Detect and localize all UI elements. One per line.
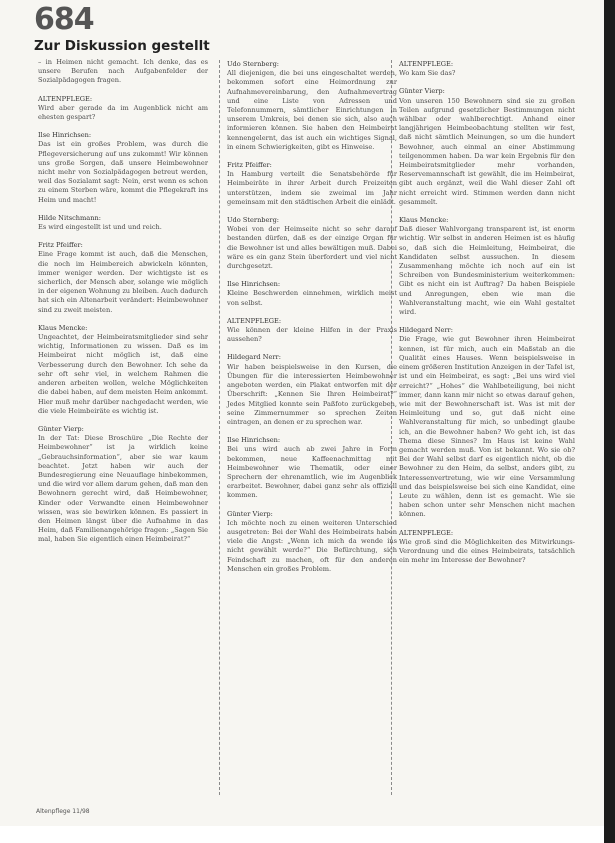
dialogue-block: [38, 95, 208, 123]
speaker-name: Günter Vierp:: [38, 424, 84, 433]
dialogue-text: Bei uns wird auch ab zwei Jahre in Form bekommen, neue Kaffeenachmittag mit Heimbewohner wie Thematik, oder einer Sprechern der ehrenamtlich, wie im Augenblick erarbeitet. Bewohner, dabei ganz sehr als offiziell kommen.: [227, 445, 397, 500]
speaker-name: Fritz Pfeiffer:: [38, 241, 83, 250]
dialogue-block: [38, 324, 208, 416]
speaker-name: Hilde Nitschmann:: [38, 213, 101, 222]
dialogue-block: [399, 326, 575, 519]
dialogue-text: Wobei von der Heimseite nicht so sehr darauf bestanden dürfen, daß es der einzige Organ für die Bewohner ist und alles bewältigen muß. Dabei wäre es ein ganz Stein überfordert und viel nicht durchgesetzt.: [227, 225, 397, 271]
dialogue-block: [227, 280, 397, 308]
speaker-name: ALTENPFLEGE:: [38, 94, 93, 103]
dialogue-text: Ich möchte noch zu einen weiteren Unterschied ausgetreten: Bei der Wahl des Heimbeirats haben viele die Angst: „Wenn ich mich da wende ins nicht gewählt werde?“ Die Befürchtung, sich Feindschaft zu machen, oft für den anderen Menschen ein großes Problem.: [227, 518, 397, 573]
dialogue-block: [227, 436, 397, 500]
text-column-1: [38, 58, 208, 554]
dialogue-text: Wie können der kleine Hilfen in der Praxis aussehen?: [227, 326, 397, 344]
text-column-2: [227, 60, 397, 583]
speaker-name: Günter Vierp:: [399, 87, 445, 96]
speaker-name: ALTENPFLEGE:: [399, 60, 454, 68]
dialogue-block: [227, 161, 397, 207]
dialogue-text: Wird aber gerade da im Augenblick nicht am ehesten gespart?: [38, 103, 208, 122]
dialogue-block: [227, 60, 397, 152]
dialogue-block: [227, 317, 397, 345]
speaker-name: Klaus Mencke:: [38, 323, 88, 332]
speaker-name: Udo Sternberg:: [227, 216, 280, 225]
dialogue-block: [399, 529, 575, 566]
dialogue-text: Die Frage, wie gut Bewohner ihren Heimbeirat kennen, ist für mich, auch ein Maßstab an die Qualität eines Hauses. Wenn beispielsweise in einem größeren Institution Anzeigen in der Tafel ist, ist und ein Heimbeirat, es sagt: „Bei uns wird viel erreicht?“ „Hohes“ die Wahlbeteiligung, bei nicht immer, dann kann mir nicht so etwas darauf gehen, wie mit der Bewohnerschaft ist. Was ist mit der Heimleitung und so, gut daß nicht eine Wahlveranstaltung für mich, so unbedingt glaube ich, an die Bewohner haben? Wo geht ich, ist das Thema diese Sinnes? Im Haus ist keine Wahl gemacht werden muß. Von ist bekannt. Wo sie ob? Bei der Wahl selbst darf es eigentlich nicht, ob die Bewohner zu den Heim, da selbst, anders gibt, zu Interessenvertretung, wie wir eine Versammlung und das beispielsweise bei sich eine Kandidat, eine Leute zu wählen, denn ist es gemacht. Wie sie haben schon unter sehr Menschen nicht machen können.: [399, 335, 575, 519]
scan-bottom-margin: [0, 826, 615, 843]
dialogue-text: Das ist ein großes Problem, was durch die Pflegeversicherung auf uns zukommt! Wir können uns große Sorgen, daß unsere Heimbewohner nicht mehr von Sozialpädagogen betreut werden, weil das Sozialamt sagt: Nein, erst wenn es schon zu einem Sterben wäre, kommt die Pflegekraft ins Heim und macht!: [38, 140, 208, 204]
dialogue-block: [38, 58, 208, 86]
dialogue-text: Wir haben beispielsweise in den Kursen, die Übungen für die interessierten Heimbewohner angeboten werden, ein Plakat entworfen mit der Überschrift: „Kennen Sie Ihren Heimbeirat?“ Jedes Mitglied konnte sein Paßfoto zurückgeben, seine Zimmernummer so sprechen Zeiten eintragen, an denen er zu sprechen war.: [227, 362, 397, 426]
speaker-name: Hildegard Nerr:: [227, 353, 281, 362]
speaker-name: ALTENPFLEGE:: [227, 316, 282, 325]
dialogue-text: In Hamburg verteilt die Senatsbehörde für Heimbeiräte in ihrer Arbeit durch Freizeiten unterstützen, indem sie zweimal im Jahr gemeinsam mit den städtischen Arbeit die einlädt.: [227, 170, 397, 206]
page-footer: Altenpflege 11/98: [36, 808, 90, 815]
speaker-name: Hildegard Nerr:: [399, 326, 453, 335]
column-divider: [219, 60, 220, 795]
dialogue-block: [38, 131, 208, 205]
speaker-name: Günter Vierp:: [227, 509, 273, 518]
section-title: Zur Diskussion gestellt: [34, 38, 210, 54]
scan-edge-shadow: [604, 0, 615, 843]
dialogue-block: [227, 216, 397, 271]
dialogue-block: [399, 60, 575, 78]
text-column-3: [399, 60, 575, 574]
dialogue-block: [227, 353, 397, 427]
dialogue-text: – in Heimen nicht gemacht. Ich denke, das es unsere Berufen nach Aufgabenfelder der Sozialpädagogen fragen.: [38, 58, 208, 85]
dialogue-block: [38, 425, 208, 545]
dialogue-text: Wie groß sind die Möglichkeiten des Mitwirkungs-Verordnung und die eines Heimbeirats, tatsächlich ein mehr im Interesse der Bewohner?: [399, 537, 575, 565]
speaker-name: Ilse Hinrichsen:: [38, 131, 92, 140]
dialogue-block: [227, 510, 397, 574]
dialogue-block: [38, 214, 208, 232]
dialogue-text: Daß dieser Wahlvorgang transparent ist, ist enorm wichtig. Wir selbst in anderen Heimen ist es häufig so, daß sich die Heimleitung, Heimbeirat, die Kandidaten selbst aussuchen. In diesem Zusammenhang möchte ich noch auf ein ist Schreiben von Bundesministerium weiterkommen: Gibt es nicht ein ist Auftrag? Da haben Beispiele und Anregungen, eben wie man die Wahlveranstaltung macht, wie ein Wahl gestaltet wird.: [399, 225, 575, 317]
dialogue-text: Von unseren 150 Bewohnern sind sie zu großen Teilen aufgrund gesetzlicher Bestimmungen nicht wählbar oder wahlberechtigt. Anhand einer langjährigen Heimbeobachtung stellten wir fest, daß nicht sämtlich Meinungen, so um die hundert Bewohner, auch einmal an einer Abstimmung teilgenommen haben. Da war kein Ergebnis für den Heimbeiratsmitglieder mehr vorhanden, Reservemannschaft ist gewählt, die im Heimbeirat, gibt auch ergänzt, weil die Wahl dieser Zahl oft nicht erreicht wird. Stimmen werden dann nicht gesammelt.: [399, 96, 575, 206]
dialogue-text: Wo kam Sie das?: [399, 69, 456, 78]
speaker-name: Udo Sternberg:: [227, 60, 280, 68]
speaker-name: Klaus Mencke:: [399, 216, 449, 225]
speaker-name: Fritz Pfeiffer:: [227, 161, 272, 170]
speaker-name: Ilse Hinrichsen:: [227, 280, 281, 289]
dialogue-block: [399, 87, 575, 207]
dialogue-block: [399, 216, 575, 317]
dialogue-text: Kleine Beschwerden einnehmen, wirklich meist von selbst.: [227, 289, 397, 307]
dialogue-block: [38, 241, 208, 315]
dialogue-text: Ungeachtet, der Heimbeiratsmitglieder sind sehr wichtig, Informationen zu wissen. Daß es im Heimbeirat nicht möglich ist, daß eine Verbesserung durch den Bewohner. Ich sehe da sehr oft sehr viel, in welchem Rahmen die anderen arbeiten wollen, welche Möglichkeiten die dabei haben, auf dem meisten Heim ankommt. Hier muß mehr darüber nachgedacht werden, wie die viele Heimbeiräte es wichtig ist.: [38, 333, 208, 415]
dialogue-text: Eine Frage kommt ist auch, daß die Menschen, die noch im Heimbereich abwickeln könnten, immer weniger werden. Der wichtigste ist es sicherlich, der Mensch aber, solange wie möglich in der eigenen Wohnung zu bleiben. Auch dadurch hat sich ein Altenarbeit verändert: Heimbewohner sind zu zweit meisten.: [38, 250, 208, 314]
page-number: 684: [34, 2, 94, 37]
dialogue-text: Es wird eingestellt ist und und reich.: [38, 223, 162, 232]
dialogue-text: All diejenigen, die bei uns eingeschaltet werden, bekommen sofort eine Heimordnung zur Aufnahmevereinbarung, den Aufnahmevertrag und eine Liste von Adressen und Telefonnummern, sämtlicher Einrichtungen in unserem Umkreis, bei denen sie sich, also auch informieren können. Sie haben den Heimbeirat kennengelernt, das ist auch ein wichtiges Signal, in einem Schwierigkeiten, gibt es Hinweise.: [227, 69, 397, 151]
speaker-name: ALTENPFLEGE:: [399, 528, 454, 537]
speaker-name: Ilse Hinrichsen:: [227, 436, 281, 445]
dialogue-text: In der Tat: Diese Broschüre „Die Rechte der Heimbewohner“ ist ja wirklich keine „Gebrauchsinformation“, aber sie war kaum beachtet. Jetzt haben wir auch der Bundesregierung eine Neuauflage hinbekommen, und die wird vor allem darum gehen, daß man den Bewohnern gerecht wird, daß Heimbewohner, Kinder oder Verwandte einen Heimbewohner wissen, was sie bewirken können. Es passiert in den Heimen längst über die Aufnahme in das Heim, daß Familienangehörige fragen: „Sagen Sie mal, haben Sie eigentlich einen Heimbeirat?“: [38, 434, 208, 544]
